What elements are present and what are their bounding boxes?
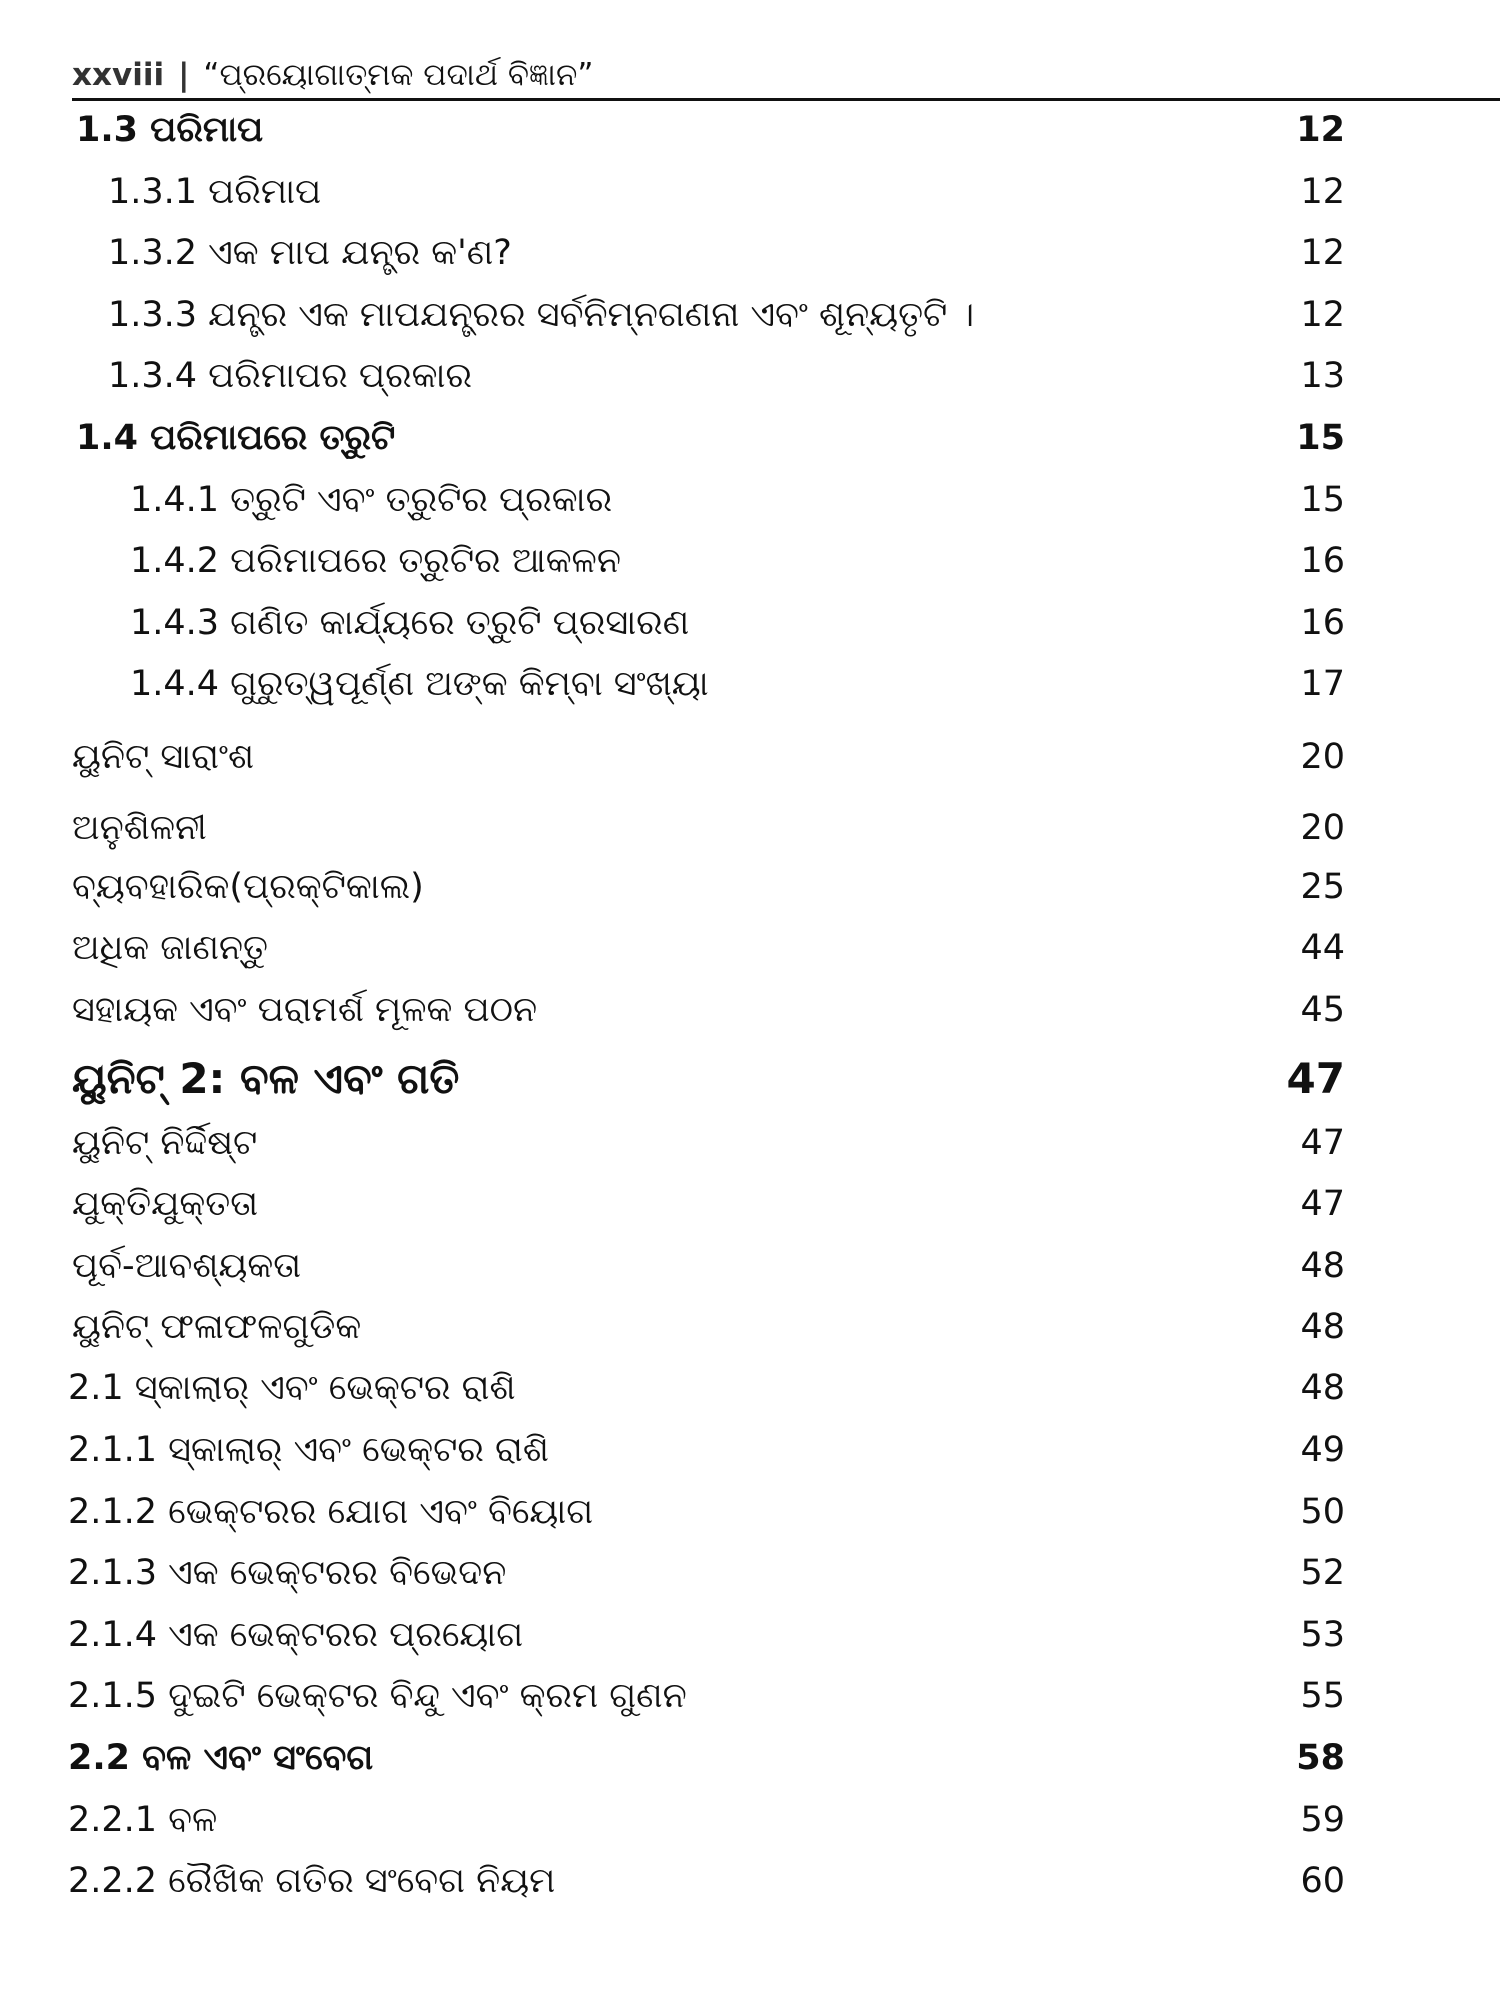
toc-entry-title: 2.2.1 ବଳ xyxy=(68,1800,218,1840)
toc-entry-title: 2.2 ବଳ ଏବଂ ସଂବେଗ xyxy=(68,1738,374,1778)
toc-entry-page: 12 xyxy=(1300,295,1345,335)
toc-entry-know-more[interactable] xyxy=(0,919,1500,977)
toc-entry-page: 12 xyxy=(1300,172,1345,212)
toc-entry-page: 49 xyxy=(1300,1430,1345,1470)
toc-entry-title: 2.1 ସ୍କାଲାର୍ ଏବଂ ଭେକ୍ଟର ରାଶି xyxy=(68,1368,516,1408)
toc-entry-rationale[interactable] xyxy=(0,1175,1500,1233)
toc-entry-page: 55 xyxy=(1300,1676,1345,1716)
toc-entry-title: 1.4.4 ଗୁରୁତ୍ୱପୂର୍ଣ୍ଣ ଅଙ୍କ କିମ୍ବା ସଂଖ୍ୟା xyxy=(130,664,709,704)
toc-entry-1-4-3[interactable] xyxy=(0,594,1500,652)
toc-entry-page: 52 xyxy=(1300,1553,1345,1593)
toc-entry-title: 1.3.1 ପରିମାପ xyxy=(108,172,322,212)
toc-entry-page: 15 xyxy=(1296,418,1345,458)
toc-entry-further-reading[interactable] xyxy=(0,981,1500,1039)
toc-entry-title: 1.3.3 ଯନ୍ତ୍ର ଏକ ମାପଯନ୍ତ୍ରର ସର୍ବନିମ୍ନଗଣନା ଏବଂ ଶୂନ୍ୟତୃଟି । xyxy=(108,295,975,335)
toc-entry-1-3-2[interactable] xyxy=(0,224,1500,282)
toc-entry-page: 20 xyxy=(1300,737,1345,777)
toc-entry-exercises[interactable] xyxy=(0,799,1500,857)
toc-entry-1-3-4[interactable] xyxy=(0,347,1500,405)
toc-entry-page: 16 xyxy=(1300,541,1345,581)
toc-entry-page: 48 xyxy=(1300,1246,1345,1286)
toc-entry-title: 2.1.5 ଦୁଇଟି ଭେକ୍ଟର ବିନ୍ଦୁ ଏବଂ କ୍ରମ ଗୁଣନ xyxy=(68,1676,687,1716)
toc-entry-title: 2.1.4 ଏକ ଭେକ୍ଟରର ପ୍ରୟୋଗ xyxy=(68,1615,524,1655)
toc-entry-1-4[interactable] xyxy=(0,409,1500,467)
toc-entry-page: 44 xyxy=(1300,928,1345,968)
toc-entry-unit-summary[interactable] xyxy=(0,728,1500,786)
toc-entry-page: 45 xyxy=(1300,990,1345,1030)
header-separator: | xyxy=(178,57,190,93)
toc-entry-title: ଅଧିକ ଜାଣନ୍ତୁ xyxy=(72,928,268,968)
toc-entry-title: ପୂର୍ବ-ଆବଶ୍ୟକତା xyxy=(72,1246,302,1286)
toc-entry-title: 1.4 ପରିମାପରେ ତ୍ରୁଟି xyxy=(76,418,396,458)
toc-entry-page: 25 xyxy=(1300,867,1345,907)
toc-entry-1-4-2[interactable] xyxy=(0,532,1500,590)
toc-entry-page: 16 xyxy=(1300,603,1345,643)
toc-entry-title: 1.4.2 ପରିମାପରେ ତ୍ରୁଟିର ଆକଳନ xyxy=(130,541,621,581)
toc-entry-title: 2.1.3 ଏକ ଭେକ୍ଟରର ବିଭେଦନ xyxy=(68,1553,507,1593)
page-number: xxviii xyxy=(72,57,165,93)
toc-entry-title: 1.3.4 ପରିମାପର ପ୍ରକାର xyxy=(108,356,472,396)
toc-entry-2-1-2[interactable] xyxy=(0,1483,1500,1541)
toc-entry-page: 59 xyxy=(1300,1800,1345,1840)
toc-entry-page: 12 xyxy=(1300,233,1345,273)
toc-entry-unit-specifics[interactable] xyxy=(0,1114,1500,1172)
toc-entry-2-1-4[interactable] xyxy=(0,1606,1500,1664)
toc-entry-title: ଯୁକ୍ତିଯୁକ୍ତତା xyxy=(72,1184,259,1224)
toc-entry-title: 2.1.2 ଭେକ୍ଟରର ଯୋଗ ଏବଂ ବିୟୋଗ xyxy=(68,1492,594,1532)
toc-entry-page: 20 xyxy=(1300,808,1345,848)
toc-entry-page: 17 xyxy=(1300,664,1345,704)
toc-entry-title: ବ୍ୟବହାରିକ(ପ୍ରକ୍ଟିକାଲ) xyxy=(72,867,424,907)
toc-entry-2-2-2[interactable] xyxy=(0,1852,1500,1910)
toc-entry-2-2[interactable] xyxy=(0,1729,1500,1787)
toc-entry-1-3-3[interactable] xyxy=(0,286,1500,344)
toc-entry-2-1-3[interactable] xyxy=(0,1544,1500,1602)
toc-entry-page: 58 xyxy=(1296,1738,1345,1778)
toc-entry-title: ସହାୟକ ଏବଂ ପରାମର୍ଶ ମୂଳକ ପଠନ xyxy=(72,990,538,1030)
toc-entry-title: 2.1.1 ସ୍କାଲାର୍ ଏବଂ ଭେକ୍ଟର ରାଶି xyxy=(68,1430,549,1470)
toc-entry-page: 47 xyxy=(1300,1184,1345,1224)
toc-entry-page: 47 xyxy=(1300,1123,1345,1163)
toc-entry-prerequisites[interactable] xyxy=(0,1237,1500,1295)
toc-entry-page: 48 xyxy=(1300,1307,1345,1347)
toc-entry-2-1[interactable] xyxy=(0,1359,1500,1417)
toc-entry-title: ୟୁନିଟ୍ ନିର୍ଦ୍ଦିଷ୍ଟ xyxy=(72,1123,258,1163)
toc-entry-page: 13 xyxy=(1300,356,1345,396)
toc-entry-page: 53 xyxy=(1300,1615,1345,1655)
toc-entry-page: 12 xyxy=(1296,110,1345,150)
toc-entry-practical[interactable] xyxy=(0,858,1500,916)
book-title: “ପ୍ରୟୋଗାତ୍ମକ ପଦାର୍ଥ ବିଜ୍ଞାନ” xyxy=(203,56,594,93)
toc-entry-title: 1.3.2 ଏକ ମାପ ଯନ୍ତ୍ର କ'ଣ? xyxy=(108,233,512,273)
toc-entry-title: 1.4.3 ଗଣିତ କାର୍ଯ୍ୟରେ ତ୍ରୁଟି ପ୍ରସାରଣ xyxy=(130,603,690,643)
toc-entry-1-3[interactable] xyxy=(0,101,1500,159)
toc-entry-title: 1.4.1 ତ୍ରୁଟି ଏବଂ ତ୍ରୁଟିର ପ୍ରକାର xyxy=(130,480,613,520)
toc-entry-unit-2[interactable] xyxy=(0,1050,1500,1108)
toc-entry-title: ୟୁନିଟ୍ ସାରାଂଶ xyxy=(72,737,255,777)
toc-entry-title: 1.3 ପରିମାପ xyxy=(76,110,264,150)
toc-entry-1-4-1[interactable] xyxy=(0,471,1500,529)
toc-entry-title: 2.2.2 ରୈଖିକ ଗତିର ସଂବେଗ ନିୟମ xyxy=(68,1861,556,1901)
toc-entry-2-2-1[interactable] xyxy=(0,1791,1500,1849)
toc-entry-page: 48 xyxy=(1300,1368,1345,1408)
toc-entry-title: ୟୁନିଟ୍ 2: ବଳ ଏବଂ ଗତି xyxy=(72,1054,460,1103)
toc-entry-title: ୟୁନିଟ୍ ଫଳାଫଳଗୁଡିକ xyxy=(72,1307,362,1347)
toc-entry-page: 47 xyxy=(1286,1054,1345,1103)
toc-entry-2-1-1[interactable] xyxy=(0,1421,1500,1479)
toc-entry-page: 15 xyxy=(1300,480,1345,520)
toc-entry-page: 60 xyxy=(1300,1861,1345,1901)
toc-entry-title: ଅନୁଶିଳନୀ xyxy=(72,808,207,848)
toc-entry-1-3-1[interactable] xyxy=(0,163,1500,221)
toc-entry-2-1-5[interactable] xyxy=(0,1667,1500,1725)
toc-entry-unit-outcomes[interactable] xyxy=(0,1298,1500,1356)
toc-entry-1-4-4[interactable] xyxy=(0,655,1500,713)
toc-entry-page: 50 xyxy=(1300,1492,1345,1532)
